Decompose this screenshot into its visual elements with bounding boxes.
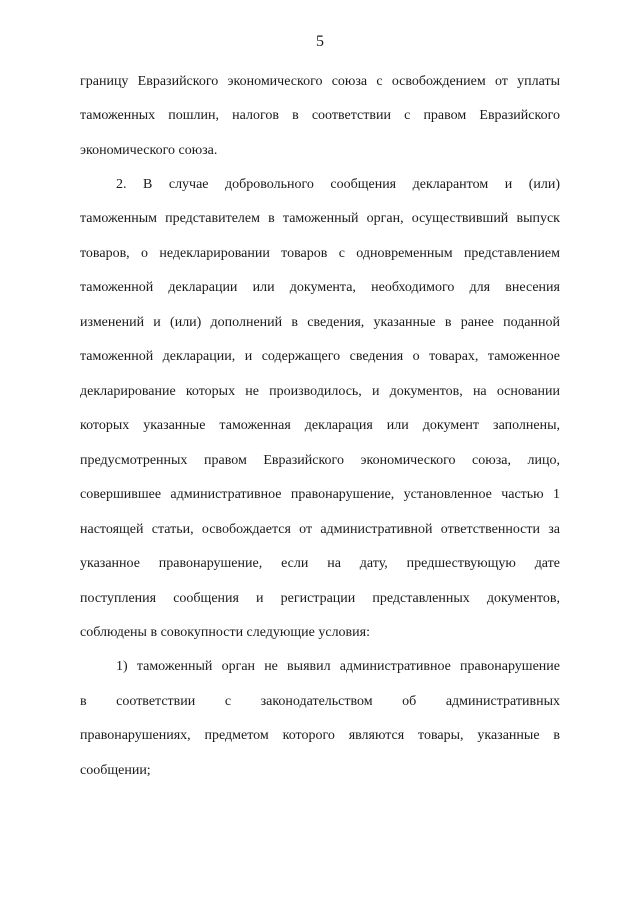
text-line-13: совершившее административное правонарушение, установленное частью 1 [80, 487, 560, 502]
text-line-20: правонарушениях, предметом которого являются товары, указанные в [80, 728, 560, 743]
text-line-8: изменений и (или) дополнений в сведения, указанные в ранее поданной [80, 315, 560, 330]
text-line-11: которых указанные таможенная декларация или документ заполнены, [80, 418, 560, 433]
text-line-16: поступления сообщения и регистрации представленных документов, [80, 591, 560, 606]
text-line-3: экономического союза. [80, 143, 218, 158]
text-line-10: декларирование которых не производилось, и документов, на основании [80, 384, 560, 399]
text-line-9: таможенной декларации, и содержащего сведения о товарах, таможенное [80, 349, 560, 364]
text-line-21: сообщении; [80, 763, 151, 778]
text-line-5: таможенным представителем в таможенный орган, осуществивший выпуск [80, 211, 560, 226]
text-line-14: настоящей статьи, освобождается от административной ответственности за [80, 522, 560, 537]
page-number: 5 [316, 33, 324, 50]
text-line-15: указанное правонарушение, если на дату, предшествующую дате [80, 556, 560, 571]
text-line-19: в соответствии с законодательством об административных [80, 694, 560, 709]
text-line-7: таможенной декларации или документа, необходимого для внесения [80, 280, 560, 295]
text-line-18: 1) таможенный орган не выявил административное правонарушение [116, 659, 560, 674]
text-line-17: соблюдены в совокупности следующие условия: [80, 625, 370, 640]
text-line-6: товаров, о недекларировании товаров с одновременным представлением [80, 246, 560, 261]
text-line-2: таможенных пошлин, налогов в соответствии с правом Евразийского [80, 108, 560, 123]
text-line-4: 2. В случае добровольного сообщения декларантом и (или) [116, 177, 560, 192]
text-line-12: предусмотренных правом Евразийского экономического союза, лицо, [80, 453, 560, 468]
text-line-1: границу Евразийского экономического союза с освобождением от уплаты [80, 74, 560, 89]
